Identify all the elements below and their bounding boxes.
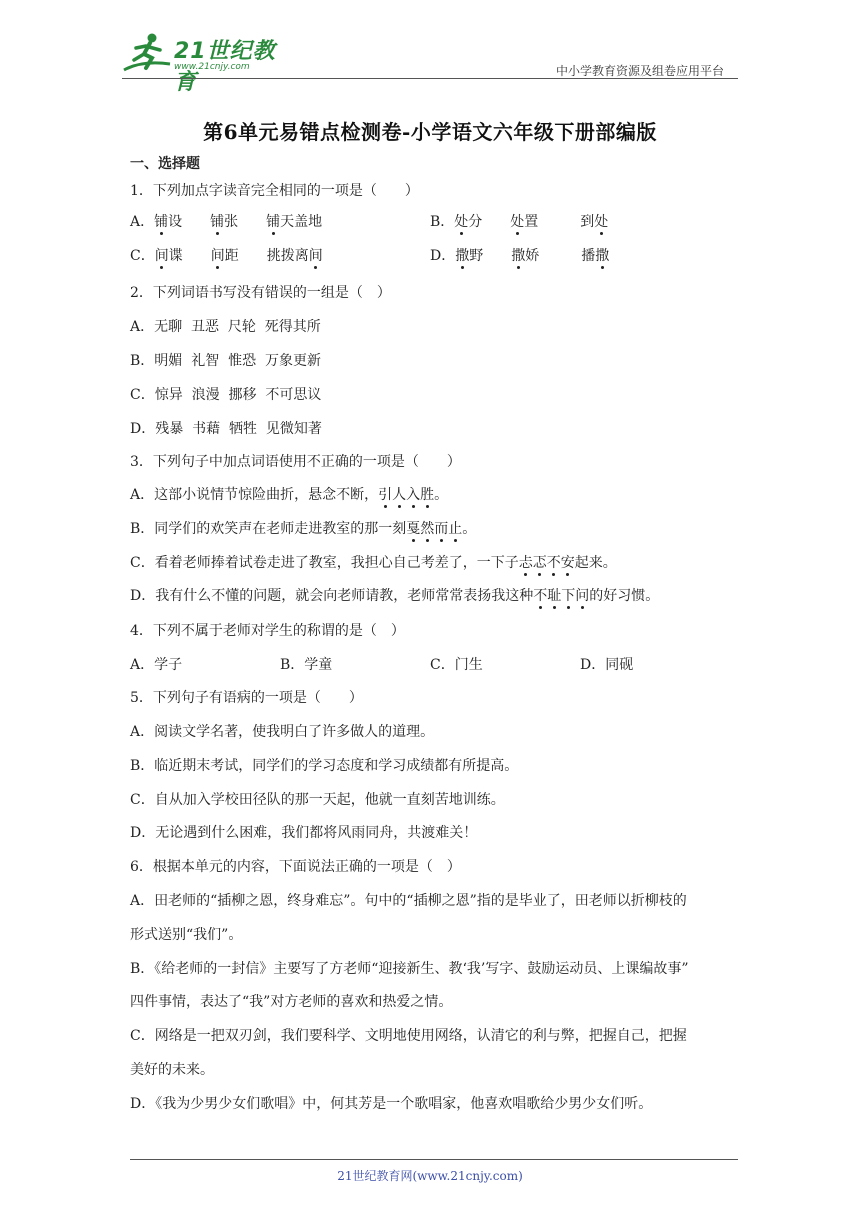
q4-stem: 4．下列不属于老师对学生的称谓的是（ ） xyxy=(130,623,405,639)
footer-text: 21世纪教育网(www.21cnjy.com) xyxy=(337,1169,523,1183)
dotted-char: 人 xyxy=(392,484,406,504)
dotted-char: 入 xyxy=(406,484,420,504)
dotted-char: 忐 xyxy=(519,552,533,572)
dotted-char: 戛 xyxy=(406,518,420,538)
dotted-char: 下 xyxy=(561,585,575,605)
q1-option-a: A．铺设 铺张 铺天盖地 xyxy=(130,211,322,231)
dotted-word xyxy=(533,588,589,604)
dotted-char: 不 xyxy=(533,585,547,605)
dotted-char: 然 xyxy=(420,518,434,538)
q1-stem: 1．下列加点字读音完全相同的一项是（ ） xyxy=(130,183,419,199)
q6-option-a-cont: 形式送别“我们”。 xyxy=(130,927,243,943)
q6-option-c-cont: 美好的未来。 xyxy=(130,1062,214,1078)
dotted-char: 耻 xyxy=(547,585,561,605)
q5-option-b: B．临近期末考试，同学们的学习态度和学习成绩都有所提高。 xyxy=(130,758,519,774)
q2-stem: 2．下列词语书写没有错误的一组是（ ） xyxy=(130,285,391,301)
q6-option-d: D．《我为少男少女们歌唱》中，何其芳是一个歌唱家，他喜欢唱歌给少男少女们听。 xyxy=(130,1096,653,1112)
dotted-char: 胜 xyxy=(420,484,434,504)
dotted-char: 问 xyxy=(575,585,589,605)
q1-option-c: C．间谍 间距 挑拨离间 xyxy=(130,245,323,265)
q5-option-c: C．自从加入学校田径队的那一天起，他就一直刻苦地训练。 xyxy=(130,792,505,808)
q3-option-d: D．我有什么不懂的问题，就会向老师请教，老师常常表扬我这种不耻下问的好习惯。 xyxy=(130,585,659,605)
dotted-word xyxy=(378,487,434,503)
q6-option-b: B．《给老师的一封信》主要写了方老师“迎接新生、教‘我’写字、鼓励运动员、上课编故事” xyxy=(130,961,689,977)
q6-option-a: A．田老师的“插柳之恩，终身难忘”。句中的“插柳之恩”指的是毕业了，田老师以折柳枝的 xyxy=(130,893,687,909)
q2-option-b: B．明媚 礼智 惟恐 万象更新 xyxy=(130,353,321,369)
logo xyxy=(122,30,292,95)
dotted-char: 忑 xyxy=(533,552,547,572)
q2-option-d: D．残暴 书藉 牺牲 见微知著 xyxy=(130,421,322,437)
q4-option-a: A．学子 xyxy=(130,657,183,673)
dotted-char: 止 xyxy=(448,518,462,538)
q4-option-c: C．门生 xyxy=(430,657,483,673)
q5-option-a: A．阅读文学名著，使我明白了许多做人的道理。 xyxy=(130,724,435,740)
q1-option-b: B．处分 处置 到处 xyxy=(430,211,608,231)
dotted-char: 引 xyxy=(378,484,392,504)
q6-option-b-cont: 四件事情，表达了“我”对方老师的喜欢和热爱之情。 xyxy=(130,994,453,1010)
logo-url: www.21cnjy.com xyxy=(174,62,250,72)
dotted-word xyxy=(519,555,575,571)
footer-divider xyxy=(130,1159,738,1160)
dotted-char: 安 xyxy=(561,552,575,572)
q6-stem: 6．根据本单元的内容，下面说法正确的一项是（ ） xyxy=(130,859,461,875)
q3-option-c: C．看着老师捧着试卷走进了教室，我担心自己考差了，一下子忐忑不安起来。 xyxy=(130,552,617,572)
q2-option-c: C．惊异 浪漫 挪移 不可思议 xyxy=(130,387,322,403)
q5-stem: 5．下列句子有语病的一项是（ ） xyxy=(130,690,363,706)
page-title: 第6单元易错点检测卷-小学语文六年级下册部编版 xyxy=(203,120,657,144)
q6-option-c: C．网络是一把双刃剑，我们要科学、文明地使用网络，认清它的利与弊，把握自己，把握 xyxy=(130,1028,687,1044)
q4-option-d: D．同砚 xyxy=(580,657,634,673)
runner-logo-icon xyxy=(122,30,172,76)
header-divider xyxy=(122,78,738,79)
platform-name: 中小学教育资源及组卷应用平台 xyxy=(555,64,724,78)
q5-option-d: D．无论遇到什么困难，我们都将风雨同舟，共渡难关！ xyxy=(130,825,478,841)
dotted-char: 而 xyxy=(434,518,448,538)
q2-option-a: A．无聊 丑恶 尺轮 死得其所 xyxy=(130,319,321,335)
q3-option-a: A．这部小说情节惊险曲折，悬念不断，引人入胜。 xyxy=(130,484,448,504)
q4-option-b: B．学童 xyxy=(280,657,333,673)
section-heading: 一、选择题 xyxy=(130,156,200,172)
page-header xyxy=(122,30,738,95)
q3-stem: 3．下列句子中加点词语使用不正确的一项是（ ） xyxy=(130,454,461,470)
logo-text: 21世纪教育 xyxy=(174,39,276,95)
q1-option-d: D．撒野 撒娇 播撒 xyxy=(430,245,609,265)
q3-option-b: B．同学们的欢笑声在老师走进教室的那一刻戛然而止。 xyxy=(130,518,476,538)
dotted-char: 不 xyxy=(547,552,561,572)
dotted-word xyxy=(406,521,462,537)
